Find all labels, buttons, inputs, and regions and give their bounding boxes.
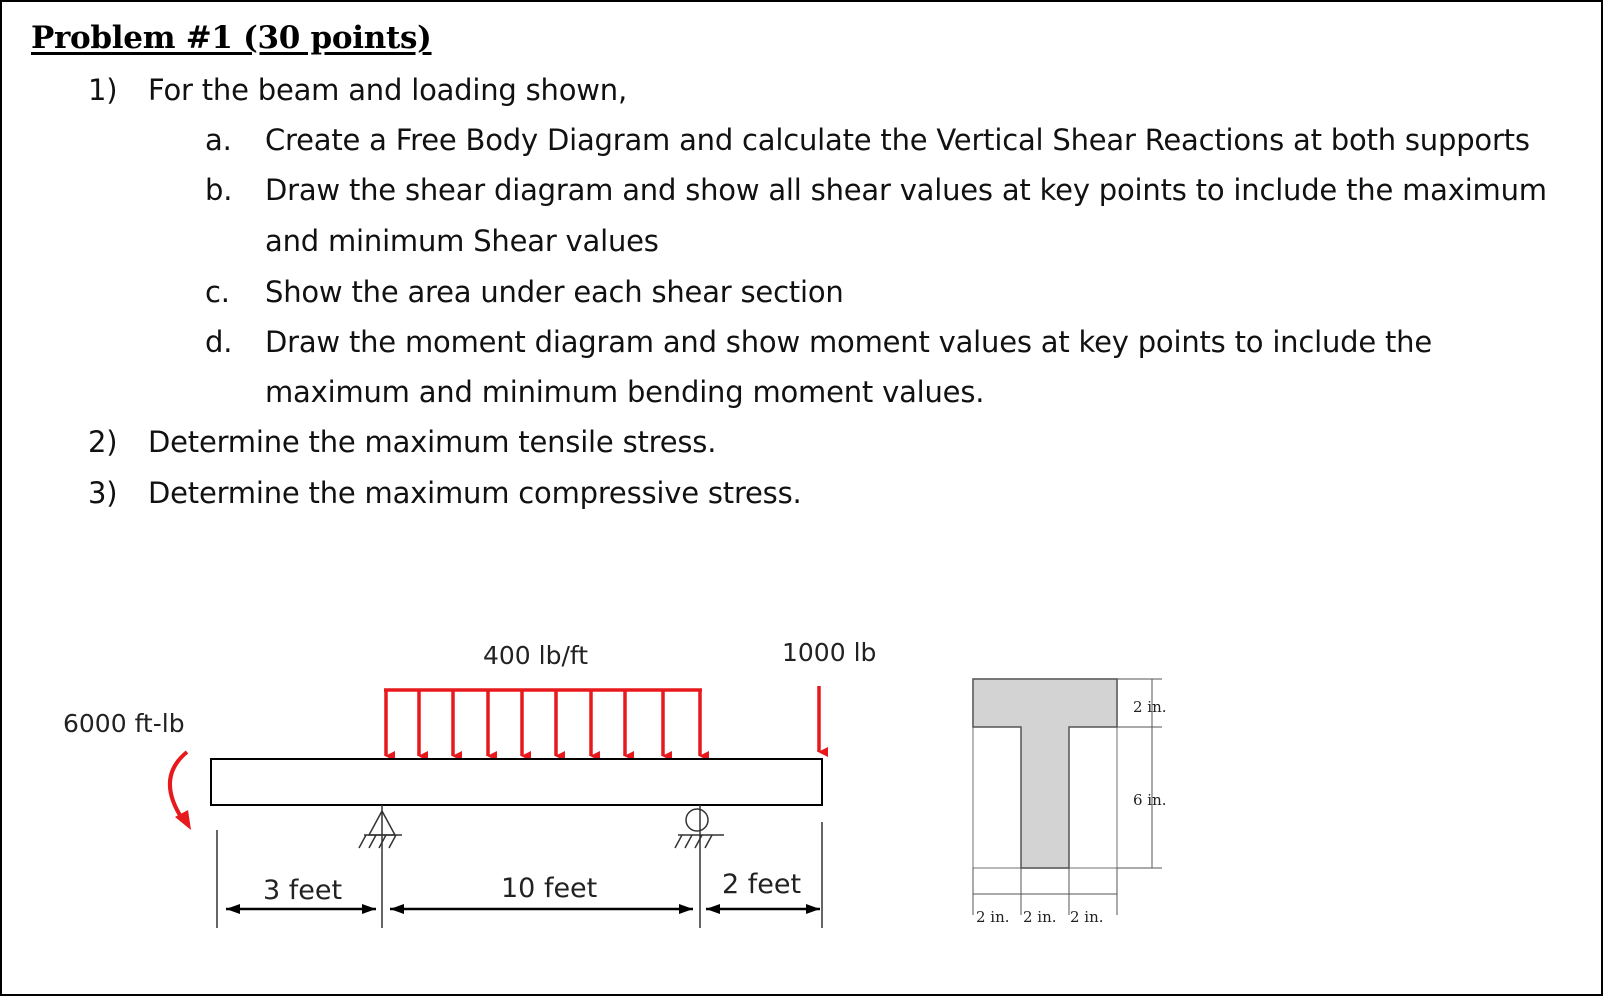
span-label: 2 feet [722, 869, 802, 900]
subpart-text: Draw the shear diagram and show all shear values at key points to include the maximum [265, 173, 1547, 207]
web-height-label: 6 in. [1133, 791, 1167, 809]
question-text: Determine the maximum compressive stress. [148, 476, 802, 510]
subpart-text: Draw the moment diagram and show moment values at key points to include the [265, 325, 1433, 359]
span-label: 10 feet [501, 873, 598, 904]
distributed-load-label: 400 lb/ft [483, 641, 589, 670]
subpart-text-continued: and minimum Shear values [265, 224, 659, 258]
question-text: For the beam and loading shown, [148, 73, 627, 107]
question-number: 1) [88, 73, 118, 107]
applied-moment-label: 6000 ft-lb [63, 709, 185, 738]
subpart-text-continued: maximum and minimum bending moment values. [265, 375, 985, 409]
applied-moment-arrow [170, 752, 191, 830]
question-number: 3) [88, 476, 118, 510]
subpart-text: Show the area under each shear section [265, 275, 844, 309]
subpart-letter: c. [205, 275, 230, 309]
span-label: 3 feet [263, 875, 343, 906]
subpart-letter: d. [205, 325, 233, 359]
distributed-load [384, 690, 702, 756]
problem-title: Problem #1 (30 points) [31, 20, 432, 56]
section-width-label: 2 in. [976, 908, 1010, 926]
question-text: Determine the maximum tensile stress. [148, 425, 717, 459]
section-width-label: 2 in. [1023, 908, 1057, 926]
t-section [973, 679, 1117, 868]
subpart-letter: a. [205, 123, 232, 157]
question-number: 2) [88, 425, 118, 459]
beam [211, 759, 822, 805]
subpart-text: Create a Free Body Diagram and calculate the Vertical Shear Reactions at both supports [265, 123, 1530, 157]
section-width-label: 2 in. [1070, 908, 1104, 926]
flange-thickness-label: 2 in. [1133, 698, 1167, 716]
point-load-label: 1000 lb [782, 638, 877, 667]
subpart-letter: b. [205, 173, 233, 207]
